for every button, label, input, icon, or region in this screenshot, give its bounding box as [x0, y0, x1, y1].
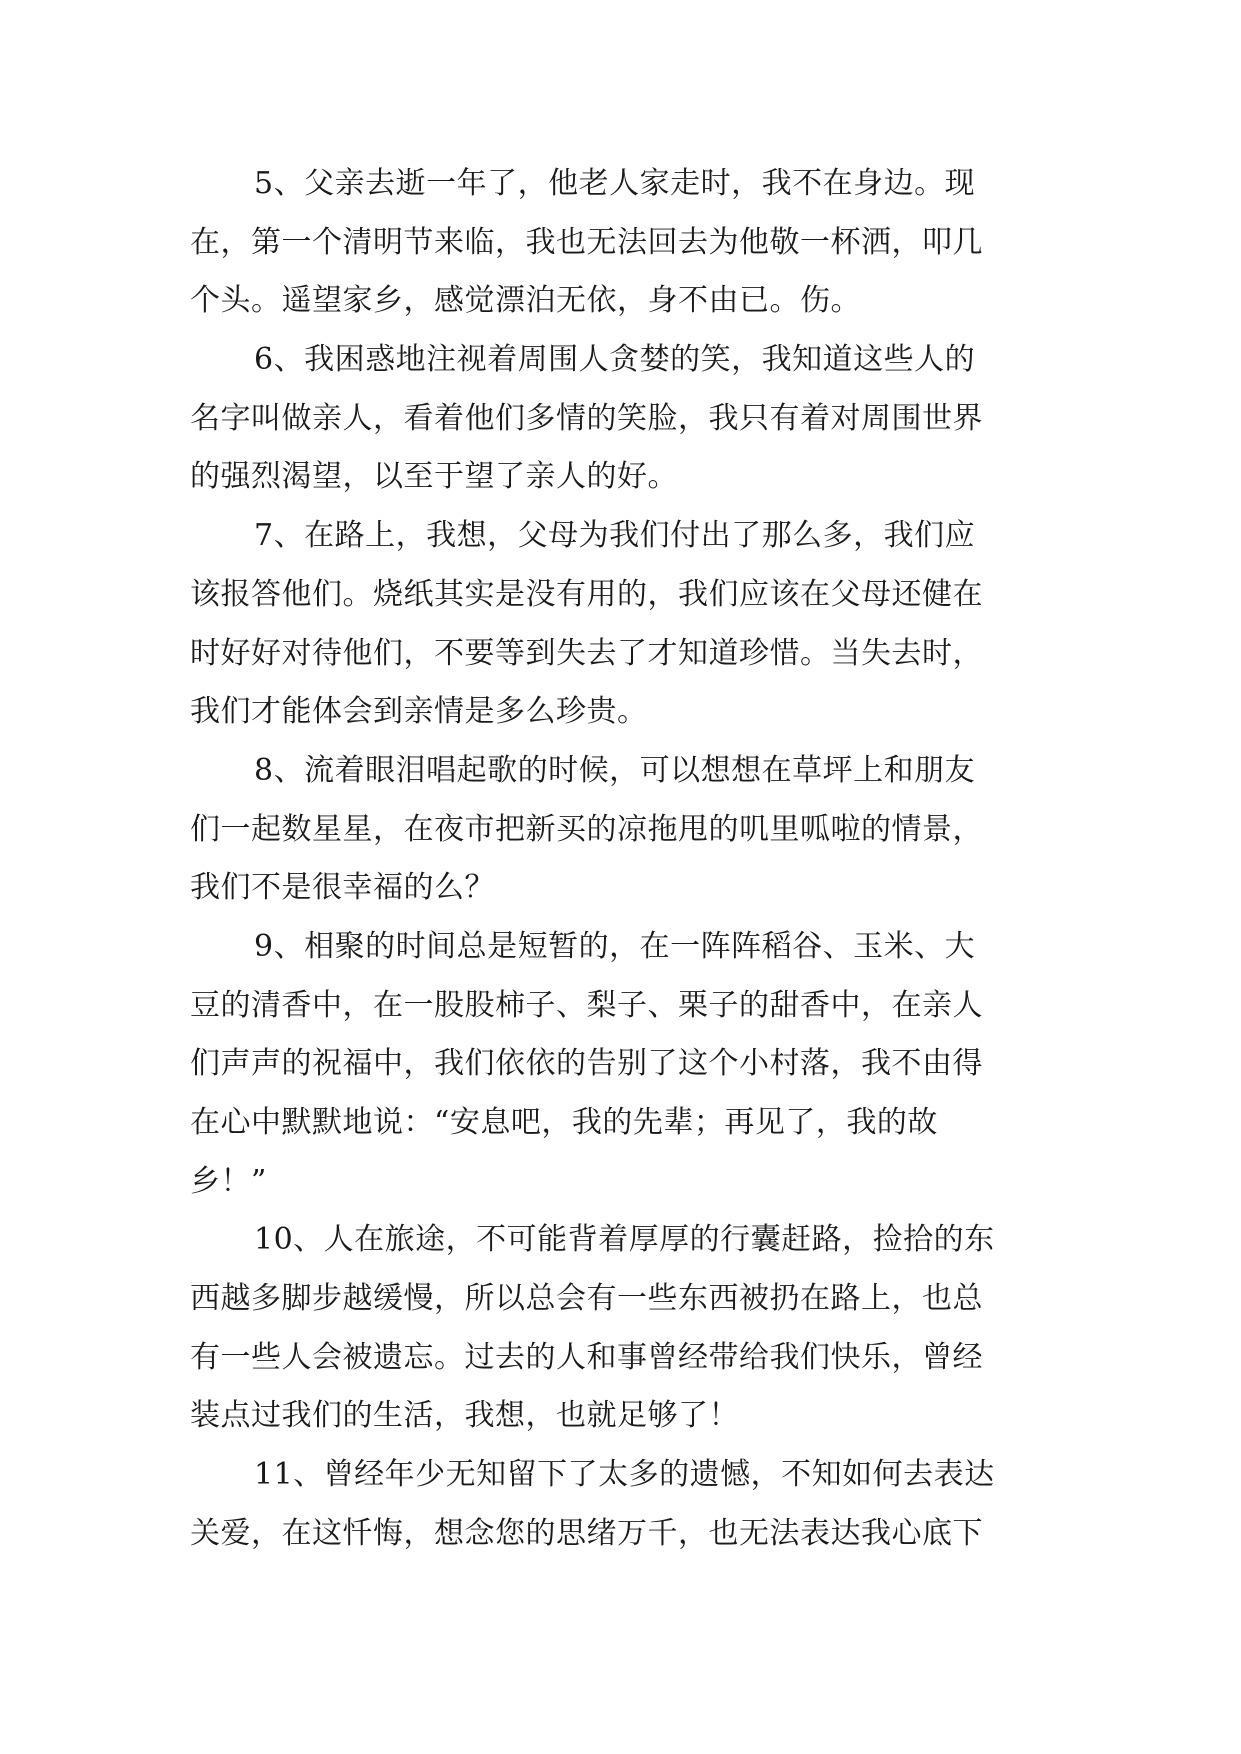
paragraph-7: [190, 507, 1058, 742]
paragraph-line: 西越多脚步越缓慢，所以总会有一些东西被扔在路上，也总: [190, 1281, 983, 1317]
paragraph-line: 我们不是很幸福的么？: [190, 870, 495, 906]
paragraph-line: 6、我困惑地注视着周围人贪婪的笑，我知道这些人的: [254, 342, 976, 378]
paragraph-10: [190, 1211, 1058, 1446]
paragraph-line: 9、相聚的时间总是短暂的，在一阵阵稻谷、玉米、大: [254, 928, 976, 964]
paragraph-line: 7、在路上，我想，父母为我们付出了那么多，我们应: [254, 518, 976, 554]
document-page: [190, 155, 1058, 1564]
paragraph-9: [190, 918, 1058, 1211]
paragraph-line: 我们才能体会到亲情是多么珍贵。: [190, 694, 648, 730]
paragraph-line: 乡！”: [190, 1163, 267, 1199]
paragraph-line: 豆的清香中，在一股股柿子、梨子、栗子的甜香中，在亲人: [190, 987, 983, 1023]
paragraph-line: 关爱，在这忏悔，想念您的思绪万千，也无法表达我心底下: [190, 1515, 983, 1551]
paragraph-6: [190, 331, 1058, 507]
paragraph-line: 装点过我们的生活，我想，也就足够了！: [190, 1398, 739, 1434]
paragraph-line: 10、人在旅途，不可能背着厚厚的行囊赶路，捡拾的东: [254, 1222, 995, 1258]
paragraph-line: 11、曾经年少无知留下了太多的遗憾，不知如何去表达: [254, 1457, 995, 1493]
paragraph-line: 们声声的祝福中，我们依依的告别了这个小村落，我不由得: [190, 1046, 983, 1082]
paragraph-line: 有一些人会被遗忘。过去的人和事曾经带给我们快乐，曾经: [190, 1339, 983, 1375]
paragraph-11: [190, 1446, 1058, 1563]
paragraph-line: 时好好对待他们，不要等到失去了才知道珍惜。当失去时，: [190, 635, 983, 671]
paragraph-line: 5、父亲去逝一年了，他老人家走时，我不在身边。现: [254, 166, 976, 201]
paragraph-line: 名字叫做亲人，看着他们多情的笑脸，我只有着对周围世界: [190, 400, 983, 436]
paragraph-5: [190, 155, 1058, 331]
paragraph-line: 8、流着眼泪唱起歌的时候，可以想想在草坪上和朋友: [254, 752, 976, 788]
paragraph-line: 该报答他们。烧纸其实是没有用的，我们应该在父母还健在: [190, 576, 983, 612]
paragraph-line: 个头。遥望家乡，感觉漂泊无依，身不由已。伤。: [190, 283, 861, 319]
paragraph-line: 们一起数星星，在夜市把新买的凉拖甩的叽里呱啦的情景，: [190, 811, 983, 847]
paragraph-8: [190, 742, 1058, 918]
paragraph-line: 在心中默默地说：“安息吧，我的先辈；再见了，我的故: [190, 1105, 938, 1140]
paragraph-line: 在，第一个清明节来临，我也无法回去为他敬一杯洒，叩几: [190, 224, 983, 260]
paragraph-line: 的强烈渴望，以至于望了亲人的好。: [190, 459, 678, 495]
